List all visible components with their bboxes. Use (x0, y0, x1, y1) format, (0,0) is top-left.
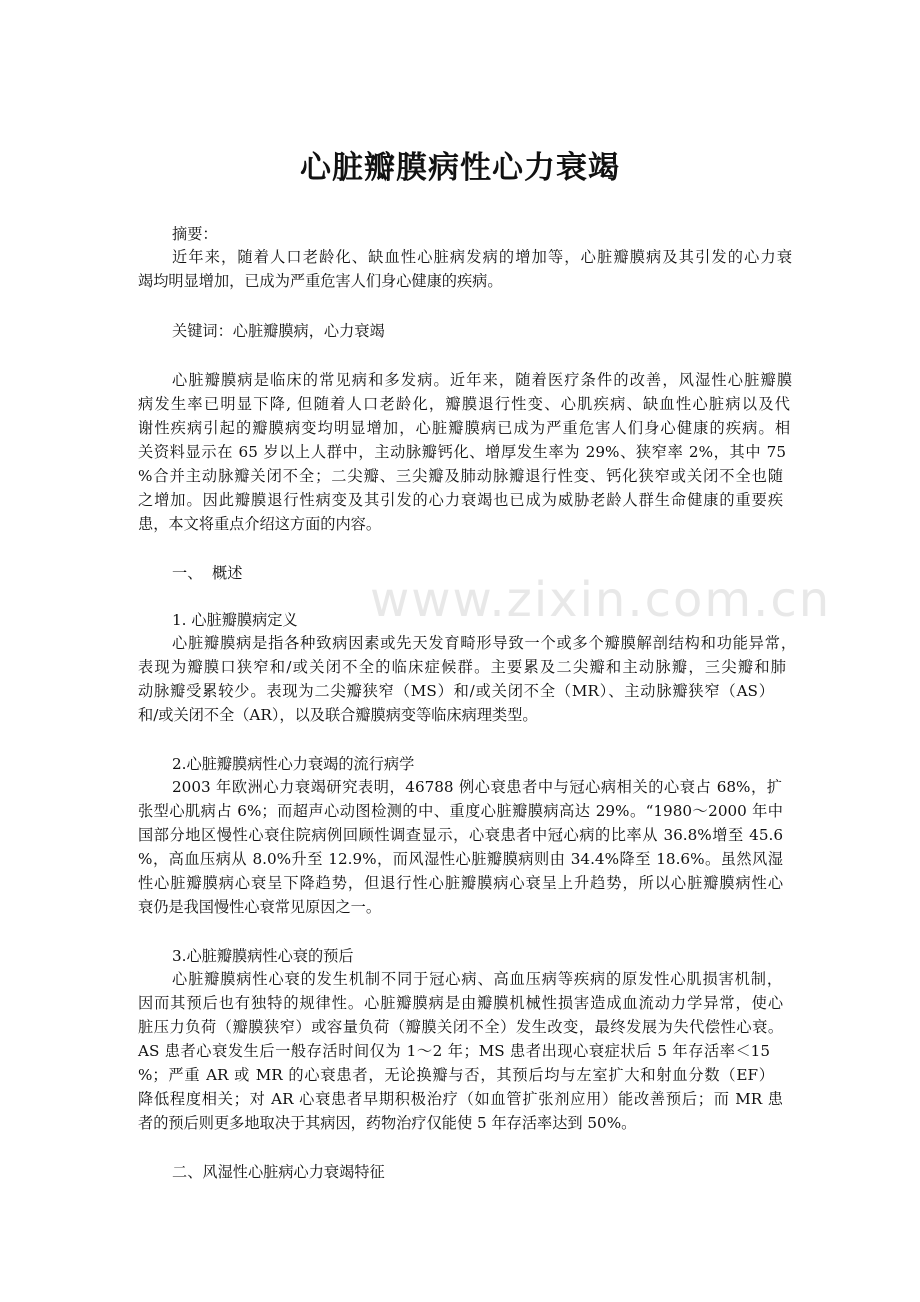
abstract-label: 摘要： (172, 225, 218, 243)
epidemiology-line: 衰仍是我国慢性心衰常见原因之一。 (138, 898, 381, 916)
intro-line: 关资料显示在 65 岁以上人群中，主动脉瓣钙化、增厚发生率为 29%、狭窄率 2%，其中 75 (138, 443, 786, 461)
prognosis-line: 脏压力负荷（瓣膜狭窄）或容量负荷（瓣膜关闭不全）发生改变，最终发展为失代偿性心衰。 (138, 1018, 783, 1036)
section-heading: 一、 概述 (172, 564, 243, 582)
prognosis-line: AS 患者心衰发生后一般存活时间仅为 1～2 年；MS 患者出现心衰症状后 5 年存活率＜15 (138, 1042, 770, 1060)
prognosis-line: %；严重 AR 或 MR 的心衰患者，无论换瓣与否，其预后均与左室扩大和射血分数（EF） (138, 1066, 774, 1084)
prognosis-line: 心脏瓣膜病性心衰的发生机制不同于冠心病、高血压病等疾病的原发性心肌损害机制， (172, 970, 782, 988)
definition-line: 心脏瓣膜病是指各种致病因素或先天发育畸形导致一个或多个瓣膜解剖结构和功能异常， (172, 634, 796, 652)
abstract-line: 近年来，随着人口老龄化、缺血性心脏病发病的增加等，心脏瓣膜病及其引发的心力衰 (172, 248, 792, 266)
intro-line: 心脏瓣膜病是临床的常见病和多发病。近年来，随着医疗条件的改善，风湿性心脏瓣膜 (172, 371, 792, 389)
prognosis-line: 因而其预后也有独特的规律性。心脏瓣膜病是由瓣膜机械性损害造成血流动力学异常，使心 (138, 994, 783, 1012)
intro-line: 病发生率已明显下降, 但随着人口老龄化，瓣膜退行性变、心肌疾病、缺血性心脏病以及代 (138, 395, 790, 413)
definition-line: 和/或关闭不全（AR），以及联合瓣膜病变等临床病理类型。 (138, 706, 538, 724)
intro-line: 谢性疾病引起的瓣膜病变均明显增加，心脏瓣膜病已成为严重危害人们身心健康的疾病。相 (138, 419, 790, 437)
definition-line: 动脉瓣受累较少。表现为二尖瓣狭窄（MS）和/或关闭不全（MR）、主动脉瓣狭窄（AS） (138, 682, 774, 700)
watermark: www.zixin.com.cn (370, 572, 832, 628)
document-title: 心脏瓣膜病性心力衰竭 (300, 150, 620, 186)
intro-line: 之增加。因此瓣膜退行性病变及其引发的心力衰竭也已成为威胁老龄人群生命健康的重要疾 (138, 491, 783, 509)
prognosis-line: 降低程度相关；对 AR 心衰患者早期积极治疗（如血管扩张剂应用）能改善预后；而 MR 患 (138, 1090, 783, 1108)
intro-line: 患，本文将重点介绍这方面的内容。 (138, 515, 381, 533)
subsection-heading: 3.心脏瓣膜病性心衰的预后 (172, 947, 354, 965)
definition-line: 表现为瓣膜口狭窄和/或关闭不全的临床症候群。主要累及二尖瓣和主动脉瓣，三尖瓣和肺 (138, 658, 786, 676)
keywords: 关键词：心脏瓣膜病，心力衰竭 (172, 322, 385, 340)
epidemiology-line: 性心脏瓣膜病心衰呈下降趋势，但退行性心脏瓣膜病心衰呈上升趋势，所以心脏瓣膜病性心 (138, 874, 783, 892)
epidemiology-line: 国部分地区慢性心衰住院病例回顾性调查显示，心衰患者中冠心病的比率从 36.8%增至 45.6 (138, 826, 783, 844)
abstract-line: 竭均明显增加，已成为严重危害人们身心健康的疾病。 (138, 272, 503, 290)
epidemiology-line: 张型心肌病占 6%；而超声心动图检测的中、重度心脏瓣膜病高达 29%。“1980～2000 年中 (138, 802, 783, 820)
intro-line: %合并主动脉瓣关闭不全；二尖瓣、三尖瓣及肺动脉瓣退行性变、钙化狭窄或关闭不全也随 (138, 467, 783, 485)
section-heading: 二、风湿性心脏病心力衰竭特征 (172, 1163, 385, 1181)
epidemiology-line: %，高血压病从 8.0%升至 12.9%，而风湿性心脏瓣膜病则由 34.4%降至 18.6%。虽然风湿 (138, 850, 783, 868)
subsection-heading: 2.心脏瓣膜病性心力衰竭的流行病学 (172, 755, 415, 773)
subsection-heading: 1. 心脏瓣膜病定义 (172, 611, 298, 629)
prognosis-line: 者的预后则更多地取决于其病因，药物治疗仅能使 5 年存活率达到 50%。 (138, 1114, 637, 1132)
epidemiology-line: 2003 年欧洲心力衰竭研究表明，46788 例心衰患者中与冠心病相关的心衰占 68%，扩 (172, 778, 782, 796)
